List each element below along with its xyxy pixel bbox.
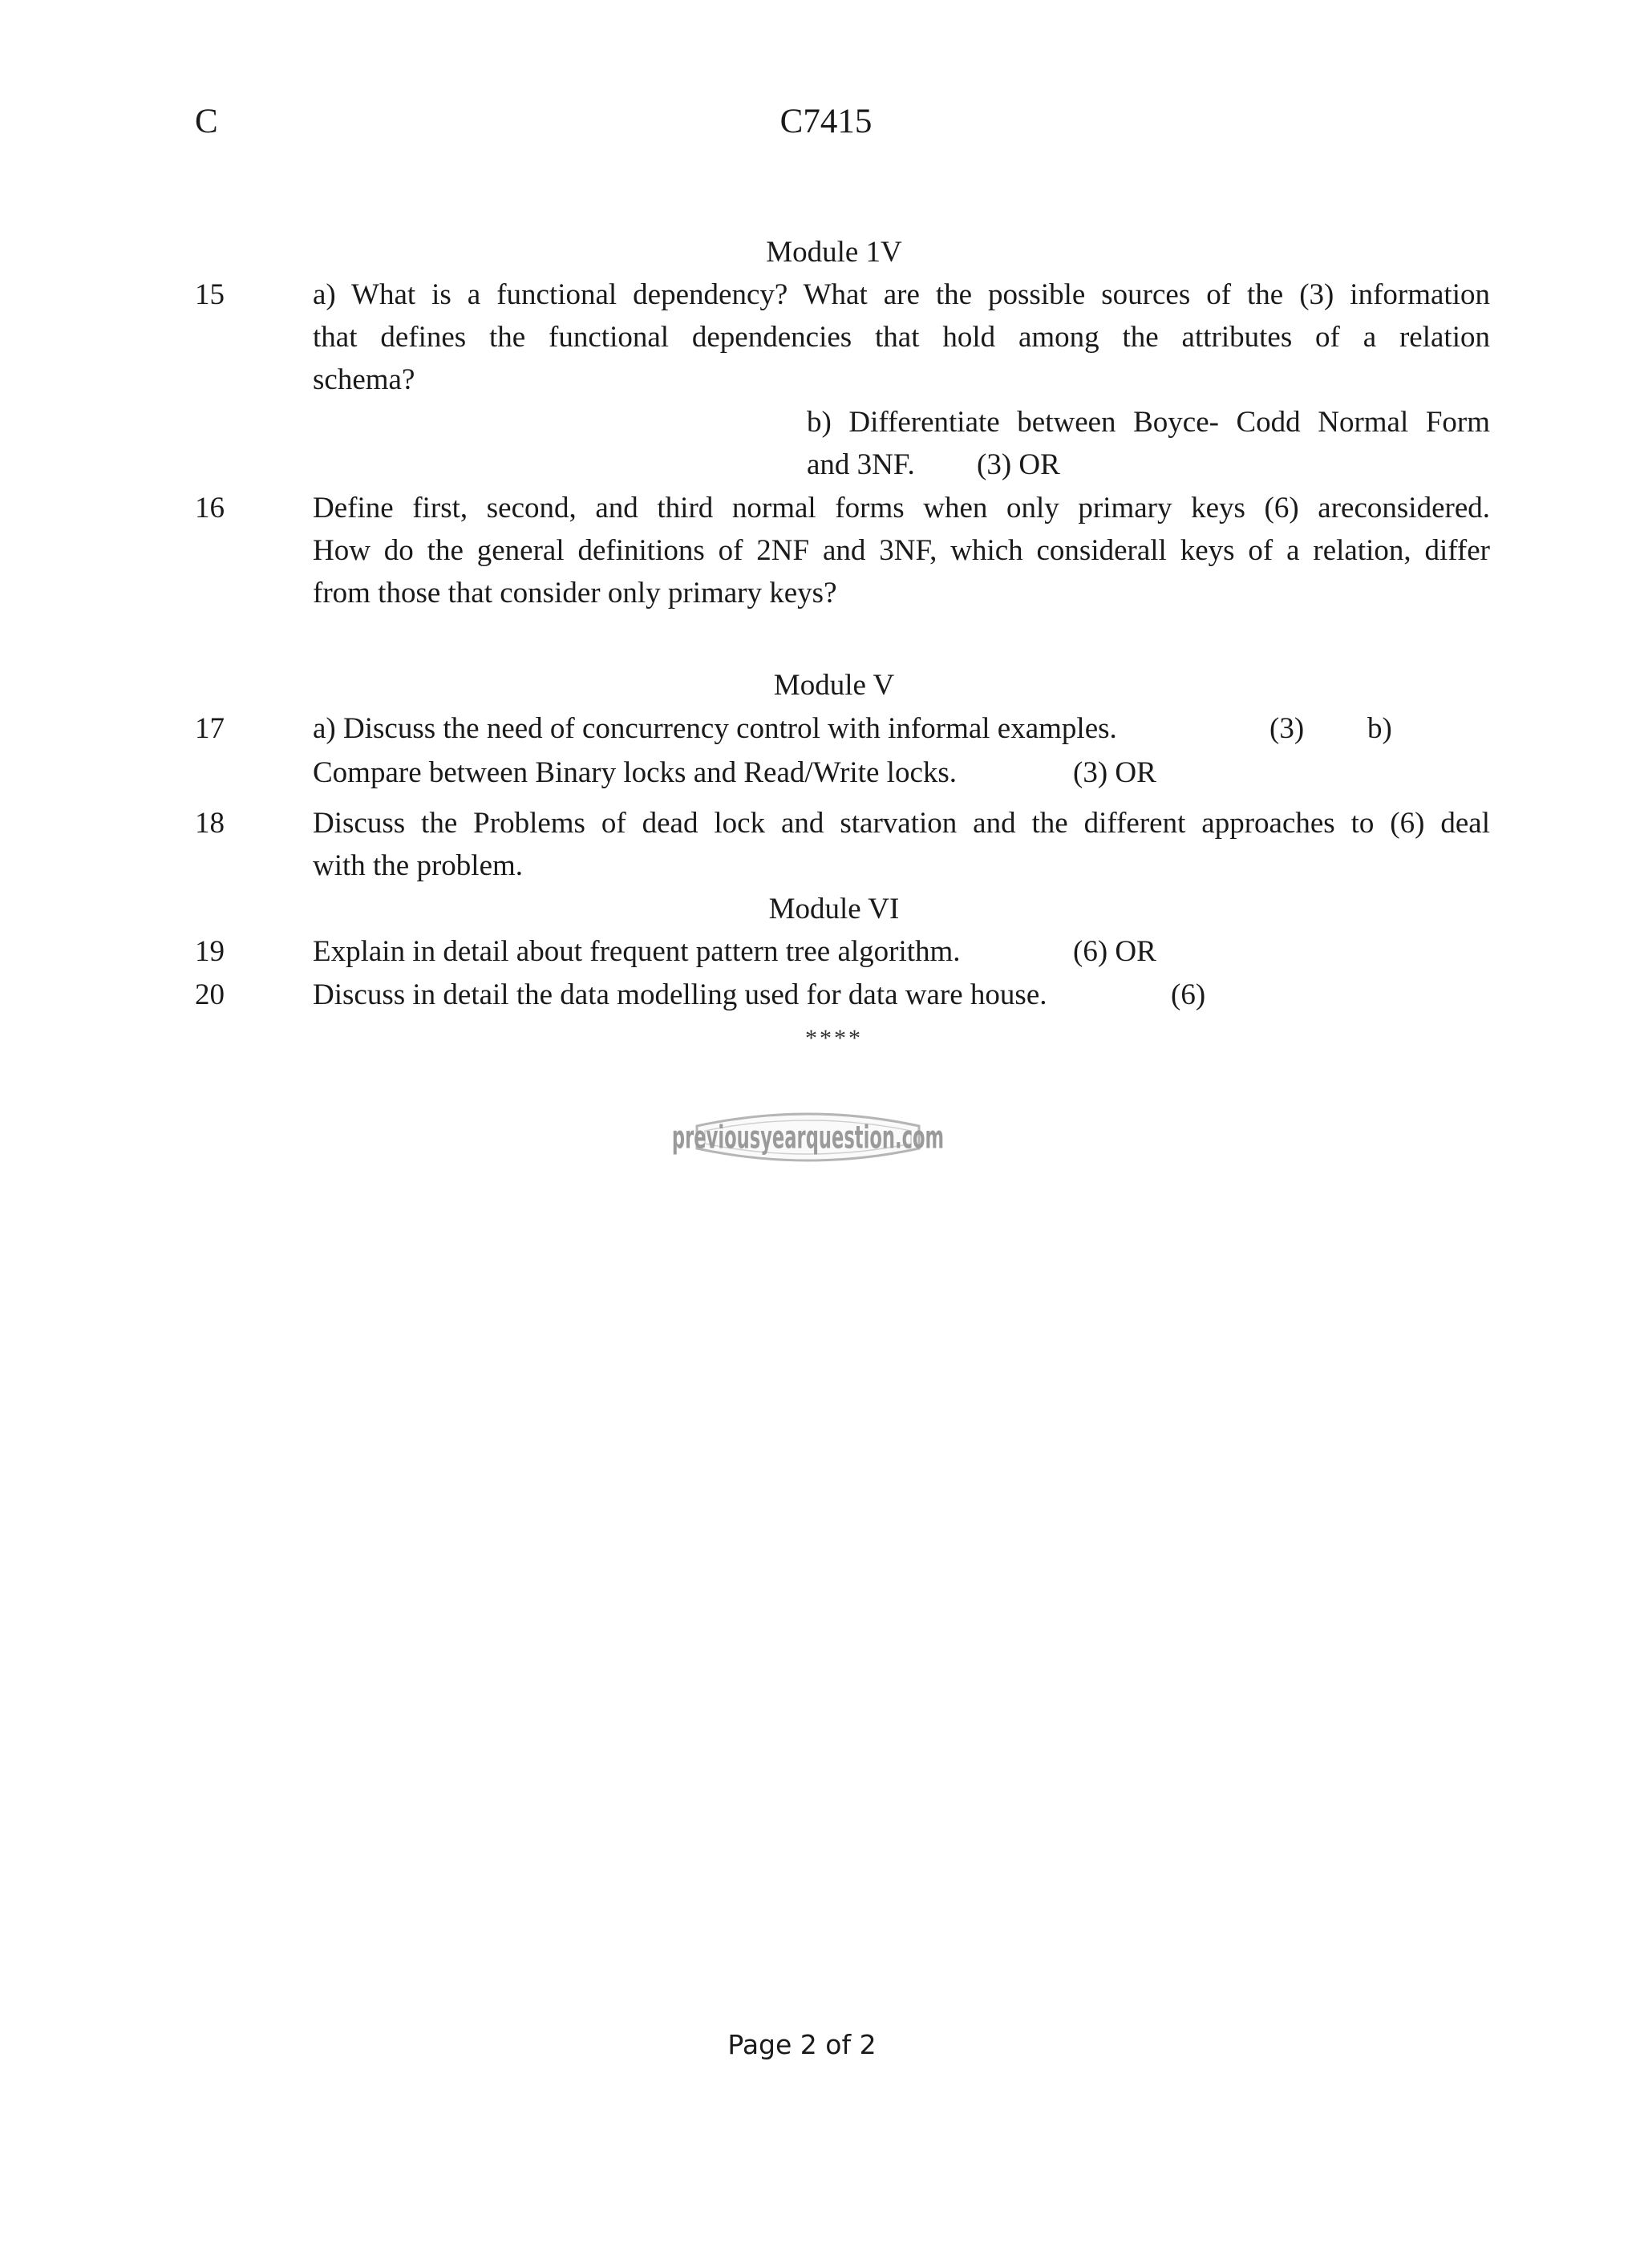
question-number-19: 19 (195, 935, 225, 968)
q15-b-marks: (3) OR (977, 448, 1060, 481)
q19-text: Explain in detail about frequent pattern tree algorithm. (313, 935, 961, 968)
q15-b-line-1: b) Differentiate between Boyce- Codd Normal Form (807, 406, 1490, 439)
question-number-20: 20 (195, 978, 225, 1011)
end-marker: **** (805, 1025, 863, 1051)
q17-b-label: b) (1367, 712, 1392, 745)
q15-b-line-2: and 3NF. (807, 448, 915, 481)
watermark-logo (671, 1099, 945, 1176)
question-number-16: 16 (195, 492, 225, 524)
q17-a-marks: (3) (1269, 712, 1305, 745)
q19-marks: (6) OR (1073, 935, 1156, 968)
q20-text: Discuss in detail the data modelling used for data ware house. (313, 978, 1047, 1011)
q16-line-2: How do the general definitions of 2NF and 3NF, which considerall keys of a relation, differ (313, 534, 1490, 567)
page-footer: Page 2 of 2 (727, 2029, 877, 2060)
q15-a-line-1: a) What is a functional dependency? What are the possible sources of the (3) information (313, 278, 1490, 311)
header-series-letter: C (195, 103, 218, 140)
q15-a-line-2: that defines the functional dependencies that hold among the attributes of a relation (313, 321, 1490, 354)
paper-code: C7415 (779, 103, 873, 140)
q15-a-line-3: schema? (313, 363, 415, 396)
q18-line-1: Discuss the Problems of dead lock and starvation and the different approaches to (6) deal (313, 807, 1490, 840)
watermark-text: previousyearquestion.com (671, 1118, 945, 1156)
question-number-15: 15 (195, 278, 225, 311)
module-6-heading: Module VI (768, 893, 900, 925)
q16-line-1: Define first, second, and third normal forms when only primary keys (6) areconsidered. (313, 492, 1490, 524)
module-4-heading: Module 1V (766, 236, 902, 269)
q18-line-2: with the problem. (313, 849, 524, 882)
q20-marks: (6) (1171, 978, 1206, 1011)
question-number-18: 18 (195, 807, 225, 840)
question-number-17: 17 (195, 712, 225, 745)
q17-a-text: a) Discuss the need of concurrency control with informal examples. (313, 712, 1117, 745)
module-5-heading: Module V (773, 669, 895, 702)
q16-line-3: from those that consider only primary keys? (313, 577, 837, 610)
q17-b-marks: (3) OR (1073, 756, 1156, 789)
q17-b-text: Compare between Binary locks and Read/Write locks. (313, 756, 958, 789)
